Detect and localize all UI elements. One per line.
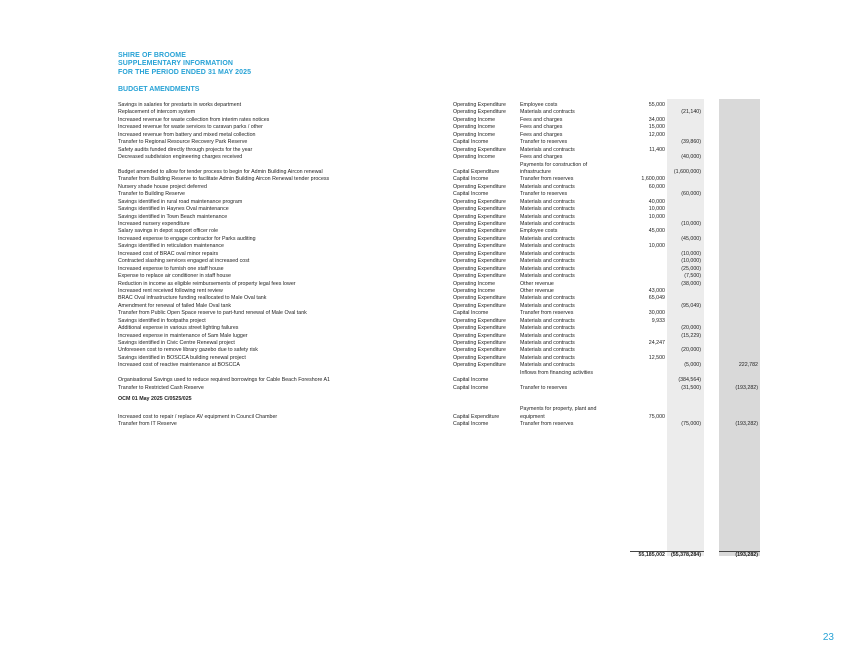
row-category: Materials and contracts bbox=[520, 265, 575, 272]
row-category: Other revenue bbox=[520, 287, 554, 294]
row-classification: Capital Income bbox=[453, 191, 489, 198]
row-classification: Operating Expenditure bbox=[453, 243, 507, 250]
row-category: Materials and contracts bbox=[520, 213, 575, 220]
row-description: Transfer from Building Reserve to facilitate Admin Building Aircon Renewal tender process bbox=[118, 176, 330, 183]
table-row bbox=[0, 176, 846, 183]
row-increase: 55,000 bbox=[648, 102, 665, 108]
row-increase: 12,000 bbox=[648, 131, 665, 138]
row-description: Savings identified in reticulation maintenance bbox=[118, 243, 225, 250]
row-increase: 9,933 bbox=[651, 317, 665, 324]
row-description: Reduction in income as eligible reimbursements of property legal fees lower bbox=[118, 280, 296, 287]
row-increase: 11,400 bbox=[649, 146, 665, 153]
row-decrease: (21,140) bbox=[681, 109, 701, 116]
row-description: Transfer to Building Reserve bbox=[118, 191, 185, 198]
table-row bbox=[0, 266, 846, 273]
row-classification: Operating Expenditure bbox=[453, 183, 507, 190]
row-classification: Capital Expenditure bbox=[453, 413, 500, 420]
table-row bbox=[0, 295, 846, 302]
total-balance: (193,282) bbox=[735, 552, 758, 558]
table-row bbox=[0, 154, 846, 161]
row-increase: 1,600,000 bbox=[641, 176, 665, 183]
row-category: Fees and charges bbox=[520, 154, 563, 161]
row-decrease: (10,000) bbox=[681, 258, 701, 265]
row-category: Transfer from reserves bbox=[520, 420, 574, 427]
table-row bbox=[0, 251, 846, 258]
row-description: Savings identified in footpaths project bbox=[118, 317, 206, 324]
row-category: Materials and contracts bbox=[520, 354, 575, 361]
row-classification: Capital Income bbox=[453, 310, 489, 317]
row-decrease: (384,564) bbox=[678, 377, 701, 384]
row-category: Transfer to reserves bbox=[520, 384, 568, 391]
row-decrease: (40,000) bbox=[681, 154, 701, 161]
table-row bbox=[0, 288, 846, 295]
row-category: Employee costs bbox=[520, 228, 558, 235]
table-row bbox=[0, 281, 846, 288]
table-row bbox=[0, 421, 846, 428]
row-classification: Operating Expenditure bbox=[453, 102, 507, 108]
row-description: Transfer to Restricted Cash Reserve bbox=[118, 384, 204, 391]
table-row bbox=[0, 406, 846, 421]
table-row bbox=[0, 325, 846, 332]
row-classification: Operating Income bbox=[453, 154, 496, 161]
table-row bbox=[0, 139, 846, 146]
row-increase: 12,500 bbox=[648, 354, 665, 361]
table-row bbox=[0, 184, 846, 191]
row-description: Organisational Savings used to reduce required borrowings for Cable Beach Foreshore A1 bbox=[118, 377, 330, 384]
row-category: Materials and contracts bbox=[520, 295, 575, 302]
row-increase: 45,000 bbox=[648, 228, 665, 235]
row-decrease: (39,860) bbox=[681, 139, 701, 146]
row-classification: Operating Expenditure bbox=[453, 317, 507, 324]
row-description: Savings identified in BOSCCA building renewal project bbox=[118, 354, 246, 361]
table-row bbox=[0, 132, 846, 139]
row-classification: Capital Income bbox=[453, 384, 489, 391]
row-category: Transfer to reserves bbox=[520, 191, 568, 198]
row-decrease: (95,049) bbox=[681, 302, 701, 309]
row-description: Expense to replace air conditioner in staff house bbox=[118, 273, 231, 280]
row-category: Payments for construction of infrastructure bbox=[520, 161, 588, 175]
table-row bbox=[0, 385, 846, 392]
row-classification: Operating Expenditure bbox=[453, 302, 507, 309]
row-description: Transfer to Regional Resource Recovery Park Reserve bbox=[118, 139, 248, 146]
row-classification: Operating Expenditure bbox=[453, 198, 507, 205]
row-classification: Operating Expenditure bbox=[453, 332, 507, 339]
row-decrease: (38,000) bbox=[681, 280, 701, 287]
report-subtitle: SUPPLEMENTARY INFORMATION bbox=[118, 60, 234, 68]
row-category: Materials and contracts bbox=[520, 332, 575, 339]
row-increase: 43,000 bbox=[648, 287, 665, 294]
row-classification: Operating Expenditure bbox=[453, 340, 507, 347]
row-category: Fees and charges bbox=[520, 131, 563, 138]
row-description: Increased revenue from battery and mixed metal collection bbox=[118, 131, 256, 138]
table-row bbox=[0, 340, 846, 347]
row-description: Contracted slashing services engaged at increased cost bbox=[118, 258, 250, 265]
row-classification: Capital Income bbox=[453, 377, 489, 384]
totals-row bbox=[0, 551, 846, 559]
row-decrease: (15,229) bbox=[681, 332, 701, 339]
row-increase: 60,000 bbox=[648, 183, 665, 190]
table-row bbox=[0, 221, 846, 228]
row-description: Increased expense to furnish one staff house bbox=[118, 265, 224, 272]
row-decrease: (60,000) bbox=[681, 191, 701, 198]
table-row bbox=[0, 214, 846, 221]
row-increase: 10,000 bbox=[648, 213, 665, 220]
row-description: Savings identified in Haynes Oval maintenance bbox=[118, 206, 229, 213]
row-description: BRAC Oval infrastructure funding reallocated to Male Oval tank bbox=[118, 295, 267, 302]
row-category: Materials and contracts bbox=[520, 146, 575, 153]
row-classification: Operating Expenditure bbox=[453, 265, 507, 272]
row-decrease: (75,000) bbox=[681, 420, 701, 427]
row-category: Materials and contracts bbox=[520, 243, 575, 250]
row-category: Inflows from financing activities bbox=[520, 369, 594, 376]
total-increase: 55,185,002 bbox=[638, 552, 665, 558]
row-category: Materials and contracts bbox=[520, 109, 575, 116]
row-classification: Operating Expenditure bbox=[453, 354, 507, 361]
row-category: Materials and contracts bbox=[520, 198, 575, 205]
report-period: FOR THE PERIOD ENDED 31 MAY 2025 bbox=[118, 68, 252, 76]
row-classification: Operating Expenditure bbox=[453, 325, 507, 332]
row-classification: Operating Income bbox=[453, 124, 496, 131]
row-description: Savings identified in rural road maintenance program bbox=[118, 198, 243, 205]
row-decrease: (10,000) bbox=[681, 221, 701, 228]
row-classification: Operating Expenditure bbox=[453, 347, 507, 354]
row-category: Fees and charges bbox=[520, 116, 563, 123]
table-row bbox=[0, 258, 846, 265]
row-increase: 75,000 bbox=[648, 413, 665, 420]
page-number: 23 bbox=[822, 632, 834, 643]
row-category: Materials and contracts bbox=[520, 302, 575, 309]
row-description: Increased expense to engage contractor for Parks auditing bbox=[118, 235, 256, 242]
row-increase: 34,000 bbox=[648, 116, 665, 123]
row-description: Increased expense in maintenance of Sam Male lugger bbox=[118, 332, 248, 339]
row-classification: Operating Expenditure bbox=[453, 295, 507, 302]
row-category: Employee costs bbox=[520, 102, 558, 108]
table-row bbox=[0, 273, 846, 280]
row-classification: Operating Expenditure bbox=[453, 362, 507, 369]
row-classification: Operating Expenditure bbox=[453, 235, 507, 242]
row-classification: Operating Income bbox=[453, 280, 496, 287]
total-decrease: (55,378,284) bbox=[670, 552, 701, 558]
table-row bbox=[0, 117, 846, 124]
row-decrease: (25,000) bbox=[681, 265, 701, 272]
row-category: Materials and contracts bbox=[520, 183, 575, 190]
table-row bbox=[0, 147, 846, 154]
table-row bbox=[0, 191, 846, 198]
table-row bbox=[0, 310, 846, 317]
table-row bbox=[0, 162, 846, 177]
table-row bbox=[0, 206, 846, 213]
row-description: Savings in salaries for prestarts in works department bbox=[118, 102, 242, 108]
row-classification: Operating Expenditure bbox=[453, 213, 507, 220]
row-description: Amendment for renewal of failed Male Oval tank bbox=[118, 302, 232, 309]
row-category: Transfer to reserves bbox=[520, 139, 568, 146]
row-balance: (193,282) bbox=[735, 420, 758, 427]
row-category: Materials and contracts bbox=[520, 258, 575, 265]
row-category: Transfer from reserves bbox=[520, 310, 574, 317]
row-classification: Operating Expenditure bbox=[453, 146, 507, 153]
row-increase: 30,000 bbox=[648, 310, 665, 317]
row-description: Savings identified in Civic Centre Renewal project bbox=[118, 340, 235, 347]
row-description: Additional expense in various street lighting failures bbox=[118, 325, 239, 332]
row-decrease: (20,000) bbox=[681, 347, 701, 354]
row-description: Increased cost to repair / replace AV equipment in Council Chamber bbox=[118, 413, 278, 420]
row-category: Materials and contracts bbox=[520, 317, 575, 324]
table-row bbox=[0, 243, 846, 250]
row-description: Decreased subdivision engineering charges received bbox=[118, 154, 243, 161]
row-description: Savings identified in Town Beach maintenance bbox=[118, 213, 228, 220]
table-row bbox=[0, 370, 846, 385]
row-description: Increased cost of BRAC oval minor repairs bbox=[118, 250, 219, 257]
row-decrease: (20,000) bbox=[681, 325, 701, 332]
row-category: Materials and contracts bbox=[520, 362, 575, 369]
row-classification: Capital Expenditure bbox=[453, 168, 500, 175]
table-row bbox=[0, 318, 846, 325]
row-decrease: (7,500) bbox=[684, 273, 701, 280]
table-row bbox=[0, 199, 846, 206]
row-classification: Operating Expenditure bbox=[453, 228, 507, 235]
row-decrease: (45,000) bbox=[681, 235, 701, 242]
row-category: Transfer from reserves bbox=[520, 176, 574, 183]
row-classification: Operating Income bbox=[453, 116, 496, 123]
table-row bbox=[0, 102, 846, 109]
row-category: Materials and contracts bbox=[520, 347, 575, 354]
row-description: Unforeseen cost to remove library gazebo due to safety risk bbox=[118, 347, 258, 354]
table-row bbox=[0, 333, 846, 340]
table-row bbox=[0, 347, 846, 354]
row-category: Materials and contracts bbox=[520, 206, 575, 213]
row-description: Increased rent received following rent review bbox=[118, 287, 223, 294]
ocm-title: OCM 01 May 2025 C/0525/025 bbox=[118, 396, 192, 403]
row-classification: Operating Income bbox=[453, 287, 496, 294]
row-classification: Operating Income bbox=[453, 131, 496, 138]
row-description: Replacement of intercom system bbox=[118, 109, 196, 116]
table-row bbox=[0, 124, 846, 131]
table-row bbox=[0, 355, 846, 362]
table-row bbox=[0, 236, 846, 243]
row-classification: Operating Expenditure bbox=[453, 258, 507, 265]
table-row bbox=[0, 362, 846, 369]
row-increase: 40,000 bbox=[648, 198, 665, 205]
row-increase: 24,247 bbox=[648, 340, 665, 347]
row-classification: Operating Expenditure bbox=[453, 206, 507, 213]
ocm-heading-row bbox=[0, 392, 846, 406]
row-description: Increased cost of reactive maintenance at BOSCCA bbox=[118, 362, 240, 369]
row-decrease: (31,500) bbox=[681, 384, 701, 391]
row-classification: Capital Income bbox=[453, 139, 489, 146]
row-category: Materials and contracts bbox=[520, 325, 575, 332]
row-classification: Capital Income bbox=[453, 176, 489, 183]
amendments-table bbox=[0, 102, 846, 428]
row-classification: Operating Expenditure bbox=[453, 273, 507, 280]
row-decrease: (5,000) bbox=[684, 362, 701, 369]
report-header bbox=[118, 52, 251, 77]
row-description: Increased revenue for waste services to caravan parks / other bbox=[118, 124, 263, 131]
row-description: Salary savings in depot support officer role bbox=[118, 228, 219, 235]
row-category: Materials and contracts bbox=[520, 273, 575, 280]
row-classification: Operating Expenditure bbox=[453, 221, 507, 228]
row-description: Transfer from IT Reserve bbox=[118, 420, 177, 427]
row-description: Safety audits funded directly through projects for the year bbox=[118, 146, 253, 153]
row-category: Payments for property, plant and equipment bbox=[520, 406, 597, 420]
table-row bbox=[0, 228, 846, 235]
row-category: Fees and charges bbox=[520, 124, 563, 131]
row-classification: Capital Income bbox=[453, 420, 489, 427]
row-decrease: (10,000) bbox=[681, 250, 701, 257]
section-title: BUDGET AMENDMENTS bbox=[118, 86, 200, 93]
row-increase: 10,000 bbox=[648, 206, 665, 213]
row-description: Increased nursery expenditure bbox=[118, 221, 190, 228]
row-category: Materials and contracts bbox=[520, 221, 575, 228]
row-classification: Operating Expenditure bbox=[453, 250, 507, 257]
row-category: Materials and contracts bbox=[520, 250, 575, 257]
row-balance: (193,282) bbox=[735, 384, 758, 391]
row-category: Materials and contracts bbox=[520, 340, 575, 347]
row-increase: 15,000 bbox=[648, 124, 665, 131]
row-description: Budget amended to allow for tender process to begin for Admin Building Aircon renewal bbox=[118, 168, 323, 175]
row-description: Transfer from Public Open Space reserve to part-fund renewal of Male Oval tank bbox=[118, 310, 307, 317]
row-category: Materials and contracts bbox=[520, 235, 575, 242]
row-description: Increased revenue for waste collection from interim rates notices bbox=[118, 116, 270, 123]
row-increase: 65,049 bbox=[648, 295, 665, 302]
row-increase: 10,000 bbox=[648, 243, 665, 250]
row-description: Nursery shade house project deferred bbox=[118, 183, 207, 190]
row-decrease: (1,600,000) bbox=[673, 168, 701, 175]
table-row bbox=[0, 109, 846, 116]
org-name: SHIRE OF BROOME bbox=[118, 52, 187, 59]
row-classification: Operating Expenditure bbox=[453, 109, 507, 116]
table-row bbox=[0, 303, 846, 310]
row-category: Other revenue bbox=[520, 280, 554, 287]
row-balance: 222,782 bbox=[738, 362, 758, 369]
